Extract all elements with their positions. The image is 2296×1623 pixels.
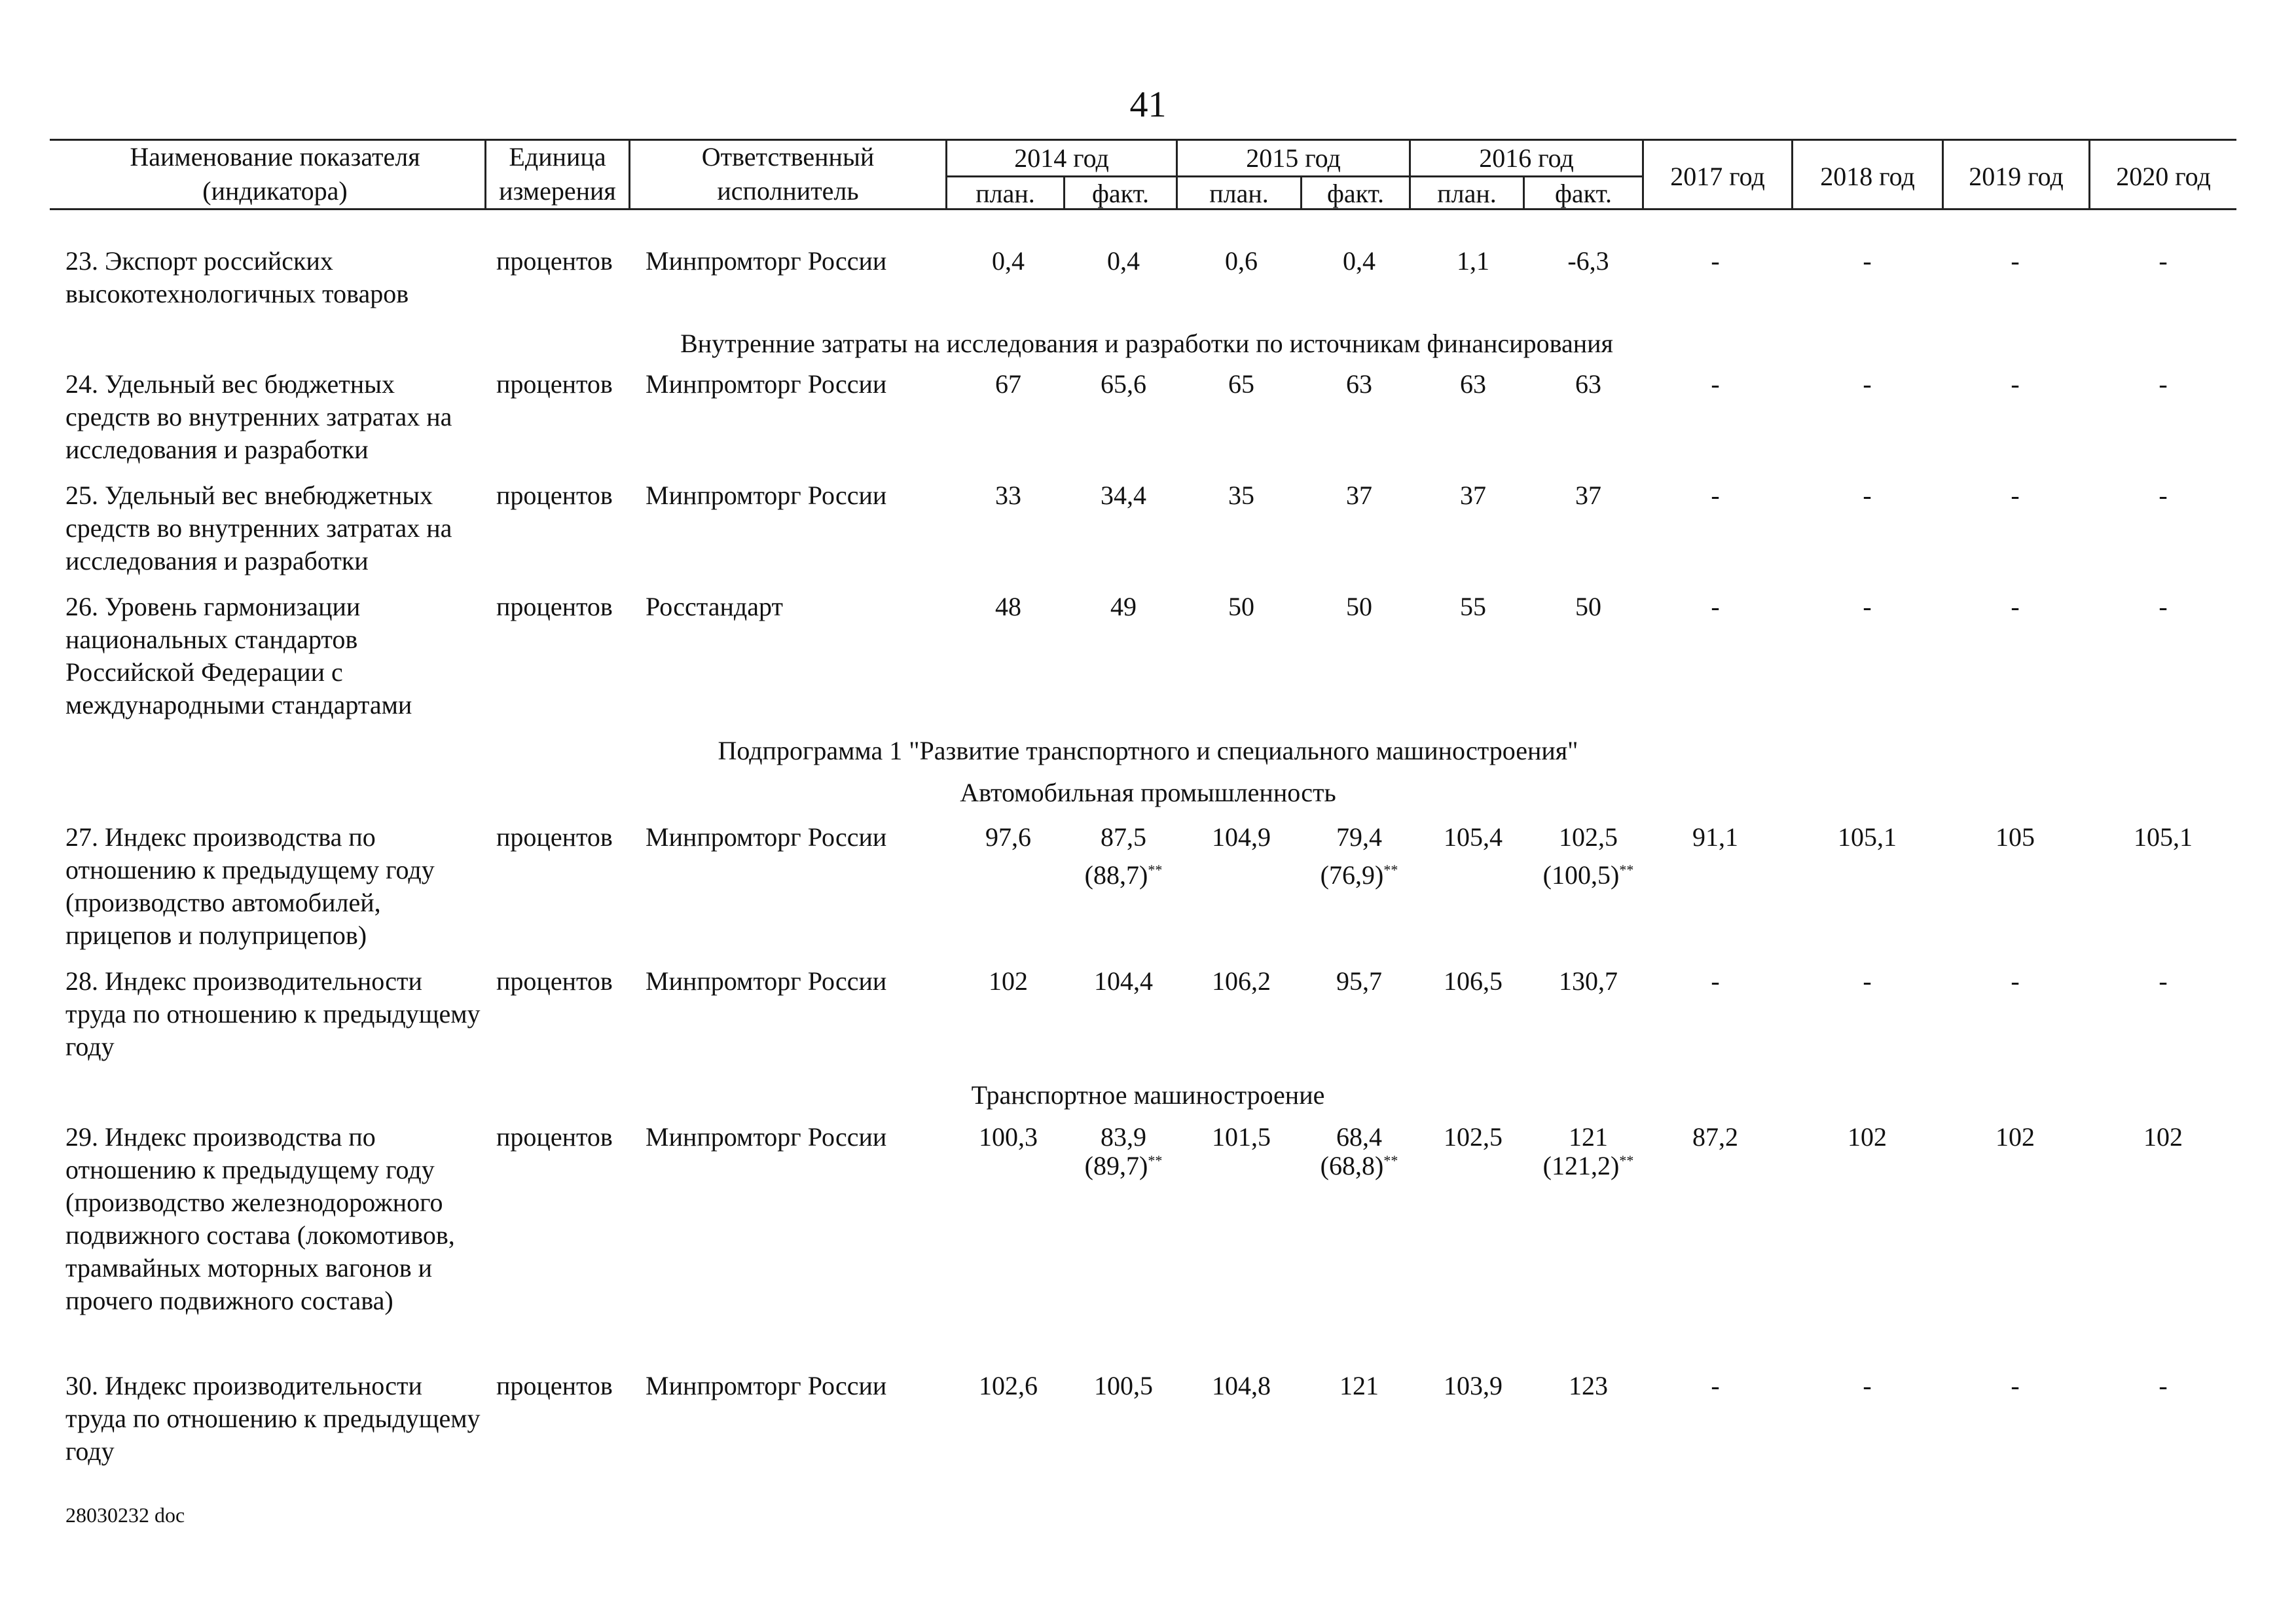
row-28-2014-fact: 104,4 xyxy=(1094,966,1153,996)
row-23-2016-plan: 1,1 xyxy=(1457,246,1489,276)
row-23-name: 23. Экспорт российских высокотехнологичных товаров xyxy=(65,246,409,308)
row-30-2018: - xyxy=(1863,1371,1872,1400)
row-23-2017: - xyxy=(1711,246,1720,276)
row-25-2020: - xyxy=(2159,481,2168,510)
row-25-2019: - xyxy=(2011,481,2020,510)
row-28-2017: - xyxy=(1711,966,1720,996)
section-rnd-expenses: Внутренние затраты на исследования и разработки по источникам финансирования xyxy=(680,329,1613,358)
row-27-2018: 105,1 xyxy=(1838,822,1897,852)
row-29-name: 29. Индекс производства по отношению к предыдущему году (производство железнодорожного подвижного состава (локомотивов, трамвайных моторных вагонов и прочего подвижного состава) xyxy=(65,1122,455,1315)
row-27-name: 27. Индекс производства по отношению к предыдущему году (производство автомобилей, прицепов и полуприцепов) xyxy=(65,822,435,950)
row-24-2016-fact: 63 xyxy=(1575,369,1601,399)
row-25-2018: - xyxy=(1863,481,1872,510)
row-29-2020: 102 xyxy=(2143,1122,2183,1152)
row-30-name: 30. Индекс производительности труда по отношению к предыдущему году xyxy=(65,1371,481,1466)
row-23-2019: - xyxy=(2011,246,2020,276)
row-24-unit: процентов xyxy=(496,369,613,399)
row-23-2014-fact: 0,4 xyxy=(1107,246,1140,276)
row-28-2015-plan: 106,2 xyxy=(1212,966,1271,996)
row-26-2017: - xyxy=(1711,592,1720,621)
header-2014: 2014 год xyxy=(1014,143,1109,173)
row-25-2016-fact: 37 xyxy=(1575,481,1601,510)
row-30-2017: - xyxy=(1711,1371,1720,1400)
header-unit: Единица измерения xyxy=(499,142,616,206)
row-24-2017: - xyxy=(1711,369,1720,399)
row-24-2014-plan: 67 xyxy=(995,369,1021,399)
row-29-2015-plan: 101,5 xyxy=(1212,1122,1271,1152)
header-2019: 2019 год xyxy=(1969,162,2064,191)
header-2016-plan: план. xyxy=(1437,179,1497,208)
header-2014-fact: факт. xyxy=(1091,179,1150,208)
row-28-unit: процентов xyxy=(496,966,613,996)
row-28-2019: - xyxy=(2011,966,2020,996)
row-29-2019: 102 xyxy=(1995,1122,2035,1152)
row-30-2019: - xyxy=(2011,1371,2020,1400)
row-24-2015-plan: 65 xyxy=(1228,369,1254,399)
row-29-unit: процентов xyxy=(496,1122,613,1152)
row-26-2019: - xyxy=(2011,592,2020,621)
row-23-2015-fact: 0,4 xyxy=(1343,246,1376,276)
row-25-unit: процентов xyxy=(496,481,613,510)
row-23-2020: - xyxy=(2159,246,2168,276)
row-25-2015-plan: 35 xyxy=(1228,481,1254,510)
row-28-org: Минпромторг России xyxy=(646,966,887,996)
row-24-2016-plan: 63 xyxy=(1460,369,1486,399)
row-30-2014-plan: 102,6 xyxy=(979,1371,1038,1400)
row-29-2014-fact: 83,9 (89,7)** xyxy=(1084,1122,1163,1180)
row-27-unit: процентов xyxy=(496,822,613,852)
row-26-2018: - xyxy=(1863,592,1872,621)
row-25-org: Минпромторг России xyxy=(646,481,887,510)
row-29-org: Минпромторг России xyxy=(646,1122,887,1152)
row-28-2016-fact: 130,7 xyxy=(1559,966,1618,996)
row-28-2014-plan: 102 xyxy=(989,966,1028,996)
header-2018: 2018 год xyxy=(1820,162,1915,191)
header-responsible: Ответственный исполнитель xyxy=(701,142,875,206)
header-2020: 2020 год xyxy=(2116,162,2211,191)
row-23-2018: - xyxy=(1863,246,1872,276)
row-25-2016-plan: 37 xyxy=(1460,481,1486,510)
row-26-org: Росстандарт xyxy=(646,592,783,621)
row-26-2016-fact: 50 xyxy=(1575,592,1601,621)
header-2015: 2015 год xyxy=(1246,143,1341,173)
row-24-2019: - xyxy=(2011,369,2020,399)
row-23-2014-plan: 0,4 xyxy=(992,246,1025,276)
row-23-unit: процентов xyxy=(496,246,613,276)
row-29-2015-fact: 68,4 (68,8)** xyxy=(1320,1122,1398,1180)
row-28-2016-plan: 106,5 xyxy=(1444,966,1503,996)
row-24-2020: - xyxy=(2159,369,2168,399)
row-28-2018: - xyxy=(1863,966,1872,996)
header-indicator-name: Наименование показателя (индикатора) xyxy=(130,142,420,206)
header-2016: 2016 год xyxy=(1479,143,1574,173)
row-26-2015-plan: 50 xyxy=(1228,592,1254,621)
row-27-org: Минпромторг России xyxy=(646,822,887,852)
row-25-2014-plan: 33 xyxy=(995,481,1021,510)
row-30-2016-fact: 123 xyxy=(1569,1371,1608,1400)
row-23-2016-fact: -6,3 xyxy=(1567,246,1609,276)
header-2015-plan: план. xyxy=(1209,179,1269,208)
row-27-2014-fact: 87,5 (88,7)** xyxy=(1084,822,1163,890)
row-24-2015-fact: 63 xyxy=(1346,369,1372,399)
row-30-2014-fact: 100,5 xyxy=(1094,1371,1153,1400)
row-30-2015-fact: 121 xyxy=(1339,1371,1379,1400)
row-23-2015-plan: 0,6 xyxy=(1225,246,1258,276)
row-29-2014-plan: 100,3 xyxy=(979,1122,1038,1152)
row-29-2018: 102 xyxy=(1848,1122,1887,1152)
document-id: 28030232 doc xyxy=(65,1503,185,1527)
row-30-2016-plan: 103,9 xyxy=(1444,1371,1503,1400)
section-transport-engineering: Транспортное машиностроение xyxy=(971,1080,1325,1110)
row-25-name: 25. Удельный вес внебюджетных средств во внутренних затратах на исследования и разработки xyxy=(65,481,452,575)
section-automotive: Автомобильная промышленность xyxy=(960,778,1336,807)
row-23-org: Минпромторг России xyxy=(646,246,887,276)
row-29-2016-plan: 102,5 xyxy=(1444,1122,1503,1152)
row-27-2015-plan: 104,9 xyxy=(1212,822,1271,852)
row-27-2017: 91,1 xyxy=(1692,822,1738,852)
row-26-2014-fact: 49 xyxy=(1110,592,1137,621)
row-25-2017: - xyxy=(1711,481,1720,510)
row-27-2014-plan: 97,6 xyxy=(985,822,1031,852)
row-30-org: Минпромторг России xyxy=(646,1371,887,1400)
row-26-2016-plan: 55 xyxy=(1460,592,1486,621)
row-29-2017: 87,2 xyxy=(1692,1122,1738,1152)
header-2016-fact: факт. xyxy=(1554,179,1613,208)
row-27-2016-fact: 102,5 (100,5)** xyxy=(1542,822,1634,890)
row-26-2020: - xyxy=(2159,592,2168,621)
row-24-2014-fact: 65,6 xyxy=(1101,369,1146,399)
row-24-org: Минпромторг России xyxy=(646,369,887,399)
row-25-2015-fact: 37 xyxy=(1346,481,1372,510)
header-2014-plan: план. xyxy=(975,179,1035,208)
row-28-2020: - xyxy=(2159,966,2168,996)
row-27-2019: 105 xyxy=(1995,822,2035,852)
row-27-2016-plan: 105,4 xyxy=(1444,822,1503,852)
page-number: 41 xyxy=(1129,84,1167,125)
row-26-2014-plan: 48 xyxy=(995,592,1021,621)
row-24-2018: - xyxy=(1863,369,1872,399)
row-26-name: 26. Уровень гармонизации национальных стандартов Российской Федерации с международными стандартами xyxy=(65,592,412,720)
row-25-2014-fact: 34,4 xyxy=(1101,481,1146,510)
row-27-2020: 105,1 xyxy=(2134,822,2193,852)
row-26-2015-fact: 50 xyxy=(1346,592,1372,621)
header-2015-fact: факт. xyxy=(1326,179,1385,208)
header-2017: 2017 год xyxy=(1670,162,1765,191)
row-26-unit: процентов xyxy=(496,592,613,621)
row-24-name: 24. Удельный вес бюджетных средств во внутренних затратах на исследования и разработки xyxy=(65,369,452,464)
section-subprogram-1: Подпрограмма 1 "Развитие транспортного и специального машиностроения" xyxy=(718,736,1578,765)
row-29-2016-fact: 121 (121,2)** xyxy=(1542,1122,1634,1180)
row-28-name: 28. Индекс производительности труда по отношению к предыдущему году xyxy=(65,966,481,1061)
row-30-unit: процентов xyxy=(496,1371,613,1400)
row-28-2015-fact: 95,7 xyxy=(1336,966,1382,996)
row-27-2015-fact: 79,4 (76,9)** xyxy=(1320,822,1398,890)
row-30-2015-plan: 104,8 xyxy=(1212,1371,1271,1400)
row-30-2020: - xyxy=(2159,1371,2168,1400)
